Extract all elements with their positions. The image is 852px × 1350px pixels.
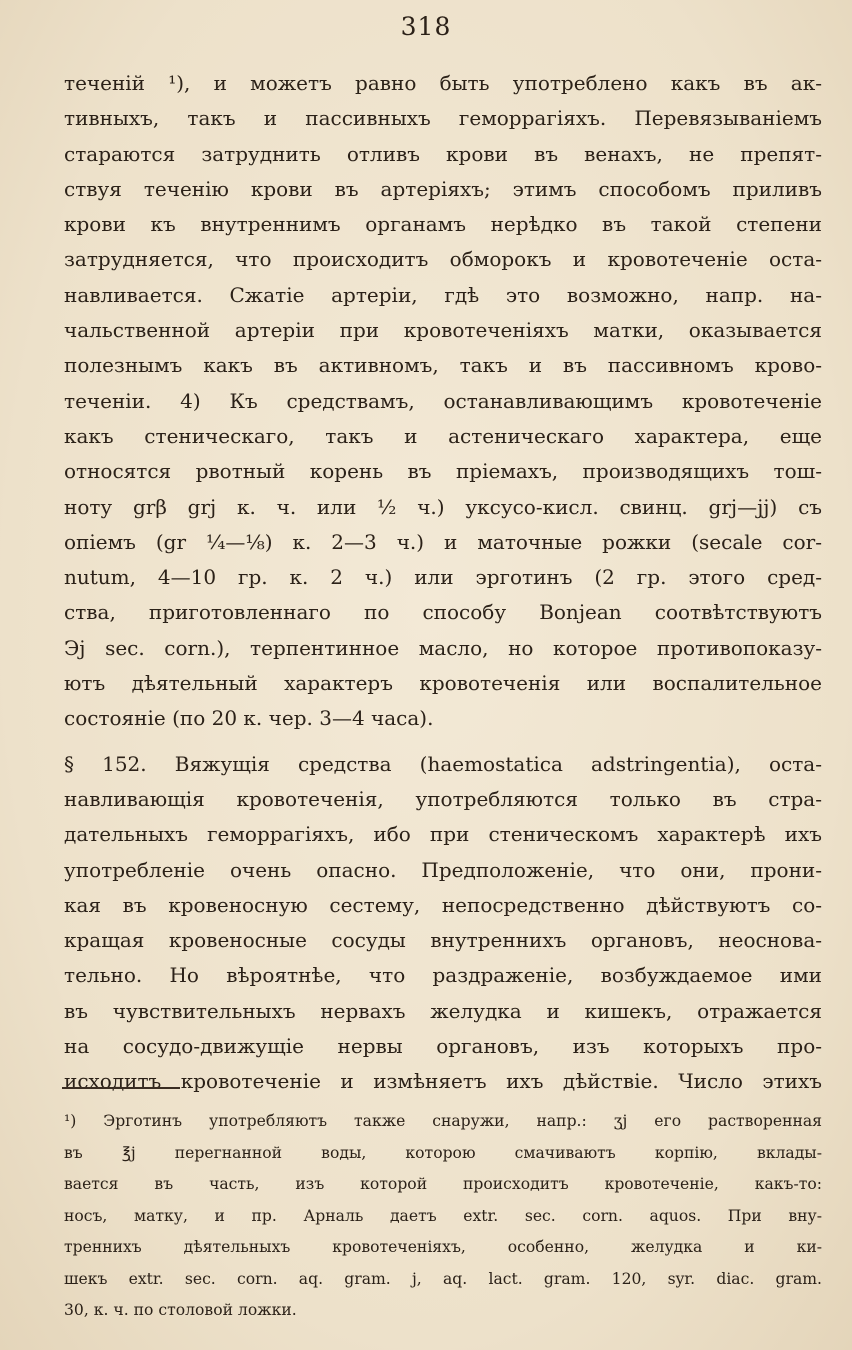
footnote [64,1106,822,1327]
text-line: Эj sec. corn.), терпентинное масло, но которое противопоказу- [64,635,822,660]
text-line: состоянiе (по 20 к. чер. 3—4 часа). [64,706,434,731]
text-line: ноту grβ grj к. ч. или ½ ч.) уксусо-кисл. свинц. grj—jj) съ [64,494,822,519]
text-line: дательныхъ геморрагiяхъ, ибо при стеническомъ характерѣ ихъ [64,822,822,847]
text-line: ствуя теченiю крови въ артерiяхъ; этимъ способомъ приливъ [64,176,822,201]
text-line: кая въ кровеносную сестему, непосредственно дѣйствуютъ со- [64,892,822,917]
footnote-line: 30, к. ч. по столовой ложки. [64,1301,297,1319]
text-line: опiемъ (gr ¼—⅛) к. 2—3 ч.) и маточные рожки (secale cor- [64,529,822,554]
text-line: теченiй ¹), и можетъ равно быть употреблено какъ въ ак- [64,71,822,95]
text-line: какъ стеническаго, такъ и астеническаго характера, еще [64,423,822,448]
footnote-line: треннихъ дѣятельныхъ кровотеченiяхъ, особенно, желудка и ки- [64,1238,822,1256]
text-line: тивныхъ, такъ и пассивныхъ геморрагiяхъ. Перевязыванiемъ [64,106,822,131]
footnote-line: вается въ часть, изъ которой происходитъ кровотеченiе, какъ-то: [64,1175,822,1193]
text-line: стараются затруднить отливъ крови въ венахъ, не препят- [64,141,822,166]
footnote-line: носъ, матку, и пр. Арналь даетъ extr. sec. corn. aquos. При вну- [64,1206,822,1225]
text-line: затрудняется, что происходитъ обморокъ и кровотеченiе оста- [64,247,822,272]
footnote-line: въ ℥j перегнанной воды, которою смачиваютъ корпiю, вклады- [64,1143,822,1162]
text-line: тельно. Но вѣроятнѣе, что раздраженiе, возбуждаемое ими [64,963,822,988]
text-line: кращая кровеносные сосуды внутреннихъ органовъ, неоснова- [64,928,822,953]
page-number: 318 [400,12,452,41]
footnote-line: ¹) Эрготинъ употребляютъ также снаружи, напр.: ʒj его растворенная [64,1112,822,1130]
text-line: на сосудо-движущiе нервы органовъ, изъ которыхъ про- [64,1034,822,1059]
text-line: ства, приготовленнаго по способу Bonjean соотвѣтствуютъ [64,600,822,625]
footnote-divider [62,1087,180,1089]
section-heading-line: § 152. Вяжущiя средства (haemostatica adstringentia), оста- [64,751,822,776]
main-text [64,66,822,1100]
text-line: употребленiе очень опасно. Предположенiе, что они, прони- [64,857,822,882]
text-line: теченiи. 4) Къ средствамъ, останавливающимъ кровотеченiе [64,388,822,413]
footnote-line: шекъ extr. sec. corn. aq. gram. j, aq. lact. gram. 120, syr. diac. gram. [64,1269,822,1288]
text-line: въ чувствительныхъ нервахъ желудка и кишекъ, отражается [64,998,822,1023]
text-line: nutum, 4—10 гр. к. 2 ч.) или эрготинъ (2 гр. этого сред- [64,565,822,590]
paragraph-gap [64,737,822,747]
text-line: чальственной артерiи при кровотеченiяхъ матки, оказывается [64,318,822,343]
text-line: ютъ дѣятельный характеръ кровотеченiя или воспалительное [64,671,822,696]
text-line: полезнымъ какъ въ активномъ, такъ и въ пассивномъ крово- [64,353,822,378]
text-line: навливается. Сжатiе артерiи, гдѣ это возможно, напр. на- [64,282,822,307]
text-line: навливающiя кровотеченiя, употребляются только въ стра- [64,786,822,811]
text-line: исходитъ кровотеченiе и измѣняетъ ихъ дѣйствiе. Число этихъ [64,1069,822,1094]
text-line: крови къ внутреннимъ органамъ нерѣдко въ такой степени [64,212,822,237]
text-line: относятся рвотный корень въ прiемахъ, производящихъ тош- [64,459,822,484]
